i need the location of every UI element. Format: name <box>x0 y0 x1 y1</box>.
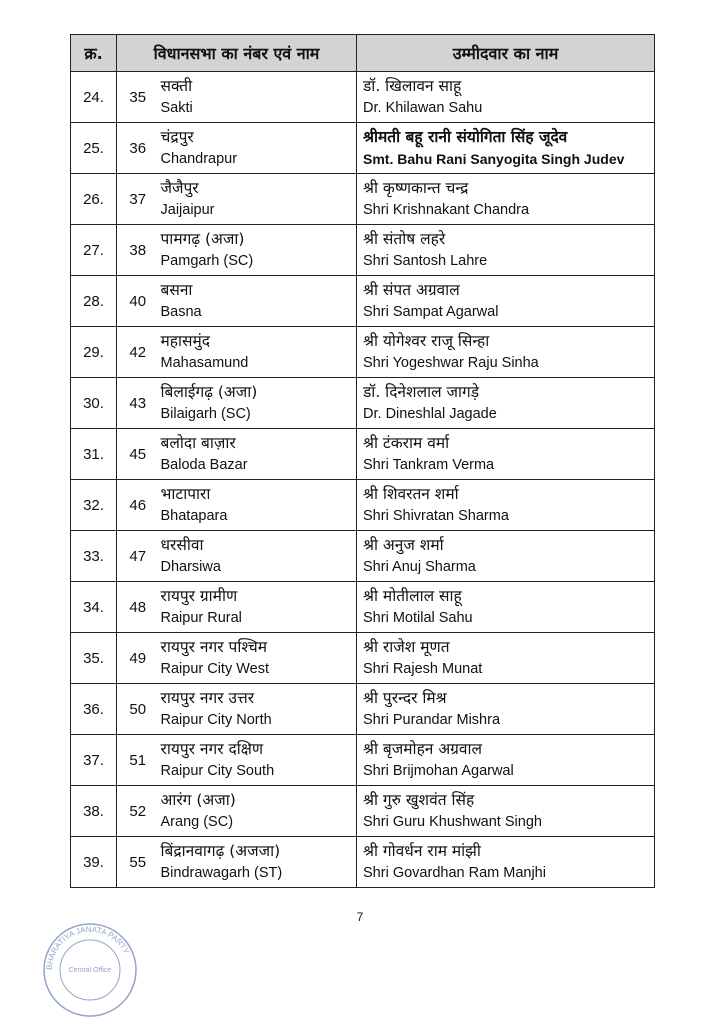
candidate-name-english: Dr. Dineshlal Jagade <box>363 406 497 422</box>
candidate-name-hindi: श्री कृष्णकान्त चन्द्र <box>363 179 469 197</box>
constituency-number: 49 <box>117 633 159 684</box>
table-row <box>71 123 655 174</box>
candidate-name-hindi: डॉ. दिनेशलाल जागड़े <box>363 383 480 401</box>
serial-number: 33. <box>71 531 117 582</box>
constituency-name-english: Raipur City South <box>160 763 275 779</box>
candidate-name <box>357 633 655 684</box>
table-row <box>71 378 655 429</box>
constituency-name-english: Raipur City North <box>160 712 272 728</box>
candidate-name-hindi: श्री शिवरतन शर्मा <box>363 485 459 503</box>
constituency-name-hindi: आरंग (अजा) <box>160 791 236 809</box>
constituency-name <box>159 225 357 276</box>
table-row <box>71 531 655 582</box>
table-row <box>71 786 655 837</box>
table-row <box>71 276 655 327</box>
candidate-name-english: Shri Santosh Lahre <box>363 253 488 269</box>
constituency-name-hindi: सक्ती <box>160 77 193 95</box>
constituency-name-hindi: बिंद्रानवागढ़ (अजजा) <box>160 842 281 860</box>
candidate-name-english: Dr. Khilawan Sahu <box>363 100 483 116</box>
candidate-name <box>357 225 655 276</box>
constituency-number: 38 <box>117 225 159 276</box>
candidate-table <box>70 34 655 888</box>
constituency-number: 51 <box>117 735 159 786</box>
table-row <box>71 735 655 786</box>
serial-number: 25. <box>71 123 117 174</box>
constituency-number: 55 <box>117 837 159 888</box>
constituency-number: 46 <box>117 480 159 531</box>
constituency-name-hindi: रायपुर नगर पश्चिम <box>160 638 268 656</box>
constituency-number: 45 <box>117 429 159 480</box>
candidate-name-english: Shri Purandar Mishra <box>363 712 501 728</box>
constituency-number: 48 <box>117 582 159 633</box>
constituency-number: 37 <box>117 174 159 225</box>
candidate-name-hindi: श्री मोतीलाल साहू <box>363 587 462 605</box>
constituency-name <box>159 735 357 786</box>
svg-text:BHARATIYA JANATA PARTY <box>45 925 131 970</box>
candidate-name-hindi: श्री गुरु खुशवंत सिंह <box>363 791 475 809</box>
constituency-name-english: Jaijaipur <box>160 202 215 218</box>
constituency-number: 36 <box>117 123 159 174</box>
constituency-name-english: Basna <box>160 304 202 320</box>
constituency-name-english: Chandrapur <box>160 151 238 167</box>
constituency-number: 40 <box>117 276 159 327</box>
header-candidate: उम्मीदवार का नाम <box>357 35 655 72</box>
candidate-name <box>357 480 655 531</box>
constituency-name-english: Dharsiwa <box>160 559 221 575</box>
constituency-name-hindi: बसना <box>160 281 193 299</box>
candidate-name <box>357 786 655 837</box>
candidate-name-english: Shri Sampat Agarwal <box>363 304 499 320</box>
candidate-name <box>357 72 655 123</box>
constituency-name <box>159 480 357 531</box>
constituency-name-hindi: चंद्रपुर <box>160 128 194 146</box>
candidate-name <box>357 174 655 225</box>
constituency-number: 42 <box>117 327 159 378</box>
serial-number: 27. <box>71 225 117 276</box>
candidate-name-english: Shri Yogeshwar Raju Sinha <box>363 355 539 371</box>
serial-number: 38. <box>71 786 117 837</box>
header-serial: क्र. <box>71 35 117 72</box>
candidate-name <box>357 429 655 480</box>
serial-number: 36. <box>71 684 117 735</box>
candidate-name <box>357 735 655 786</box>
constituency-name-english: Raipur City West <box>160 661 270 677</box>
seal-ring-text: BHARATIYA JANATA PARTY <box>44 924 131 971</box>
candidate-name-hindi: श्री संपत अग्रवाल <box>363 281 460 299</box>
serial-number: 31. <box>71 429 117 480</box>
constituency-name <box>159 174 357 225</box>
constituency-name <box>159 276 357 327</box>
constituency-name-hindi: जैजैपुर <box>160 179 199 197</box>
seal-center-text: Central Office <box>68 967 112 974</box>
party-seal <box>40 920 140 1020</box>
candidate-name <box>357 684 655 735</box>
constituency-name-hindi: बलोदा बाज़ार <box>160 434 236 452</box>
candidate-name-hindi: श्री राजेश मूणत <box>363 638 450 656</box>
constituency-number: 50 <box>117 684 159 735</box>
table-row <box>71 225 655 276</box>
candidate-name-english: Shri Anuj Sharma <box>363 559 476 575</box>
candidate-name-english: Shri Brijmohan Agarwal <box>363 763 514 779</box>
constituency-number: 35 <box>117 72 159 123</box>
constituency-name-english: Bilaigarh (SC) <box>160 406 251 422</box>
constituency-name <box>159 429 357 480</box>
constituency-name-hindi: पामगढ़ (अजा) <box>160 230 245 248</box>
table-row <box>71 480 655 531</box>
serial-number: 32. <box>71 480 117 531</box>
candidate-name <box>357 378 655 429</box>
serial-number: 37. <box>71 735 117 786</box>
candidate-name-hindi: श्री संतोष लहरे <box>363 230 446 248</box>
candidate-name <box>357 327 655 378</box>
table-row <box>71 633 655 684</box>
table-row <box>71 684 655 735</box>
constituency-name <box>159 327 357 378</box>
serial-number: 35. <box>71 633 117 684</box>
candidate-name-english: Shri Tankram Verma <box>363 457 495 473</box>
candidate-name-hindi: श्री टंकराम वर्मा <box>363 434 450 452</box>
constituency-name-hindi: धरसीवा <box>160 536 204 554</box>
constituency-name <box>159 633 357 684</box>
constituency-number: 52 <box>117 786 159 837</box>
constituency-number: 43 <box>117 378 159 429</box>
constituency-name-english: Bhatapara <box>160 508 228 524</box>
constituency-name-hindi: बिलाईगढ़ (अजा) <box>160 383 258 401</box>
header-constituency: विधानसभा का नंबर एवं नाम <box>117 35 357 72</box>
constituency-name-english: Mahasamund <box>160 355 249 371</box>
candidate-name-english: Shri Guru Khushwant Singh <box>363 814 542 830</box>
table-row <box>71 327 655 378</box>
table-row <box>71 837 655 888</box>
serial-number: 28. <box>71 276 117 327</box>
serial-number: 34. <box>71 582 117 633</box>
candidate-name-english: Shri Shivratan Sharma <box>363 508 509 524</box>
serial-number: 30. <box>71 378 117 429</box>
table-row <box>71 429 655 480</box>
serial-number: 26. <box>71 174 117 225</box>
candidate-name-english: Shri Krishnakant Chandra <box>363 202 530 218</box>
candidate-name-hindi: डॉ. खिलावन साहू <box>363 77 462 95</box>
constituency-name <box>159 72 357 123</box>
page-number: 7 <box>356 910 364 924</box>
candidate-name-hindi: श्री बृजमोहन अग्रवाल <box>363 740 483 758</box>
candidate-name-hindi: श्री गोवर्धन राम मांझी <box>363 842 481 860</box>
candidate-name-english: Shri Motilal Sahu <box>363 610 473 626</box>
candidate-name-hindi: श्रीमती बहू रानी संयोगिता सिंह जूदेव <box>363 128 568 146</box>
table-header-row <box>71 35 655 72</box>
serial-number: 24. <box>71 72 117 123</box>
constituency-name-hindi: रायपुर नगर दक्षिण <box>160 740 264 758</box>
constituency-name-hindi: रायपुर नगर उत्तर <box>160 689 255 707</box>
constituency-name-english: Sakti <box>160 100 193 116</box>
candidate-name-hindi: श्री अनुज शर्मा <box>363 536 444 554</box>
candidate-name <box>357 123 655 174</box>
candidate-name-hindi: श्री पुरन्दर मिश्र <box>363 689 447 707</box>
constituency-name-hindi: रायपुर ग्रामीण <box>160 587 238 605</box>
candidate-name <box>357 837 655 888</box>
constituency-name-english: Raipur Rural <box>160 610 242 626</box>
candidate-name <box>357 276 655 327</box>
constituency-name-hindi: भाटापारा <box>160 485 211 503</box>
table-row <box>71 72 655 123</box>
constituency-name <box>159 531 357 582</box>
candidate-name-hindi: श्री योगेश्वर राजू सिन्हा <box>363 332 490 350</box>
constituency-name <box>159 378 357 429</box>
constituency-name <box>159 582 357 633</box>
constituency-name <box>159 123 357 174</box>
candidate-name-english: Shri Govardhan Ram Manjhi <box>363 865 546 881</box>
table-row <box>71 174 655 225</box>
candidate-name <box>357 531 655 582</box>
constituency-name-english: Pamgarh (SC) <box>160 253 254 269</box>
constituency-name <box>159 684 357 735</box>
constituency-name-english: Baloda Bazar <box>160 457 248 473</box>
constituency-name <box>159 786 357 837</box>
candidate-name <box>357 582 655 633</box>
constituency-name-english: Bindrawagarh (ST) <box>160 865 283 881</box>
constituency-number: 47 <box>117 531 159 582</box>
serial-number: 29. <box>71 327 117 378</box>
constituency-name-hindi: महासमुंद <box>160 332 210 350</box>
serial-number: 39. <box>71 837 117 888</box>
constituency-name <box>159 837 357 888</box>
candidate-name-english: Smt. Bahu Rani Sanyogita Singh Judev <box>363 151 625 167</box>
constituency-name-english: Arang (SC) <box>160 814 234 830</box>
table-row <box>71 582 655 633</box>
candidate-name-english: Shri Rajesh Munat <box>363 661 483 677</box>
